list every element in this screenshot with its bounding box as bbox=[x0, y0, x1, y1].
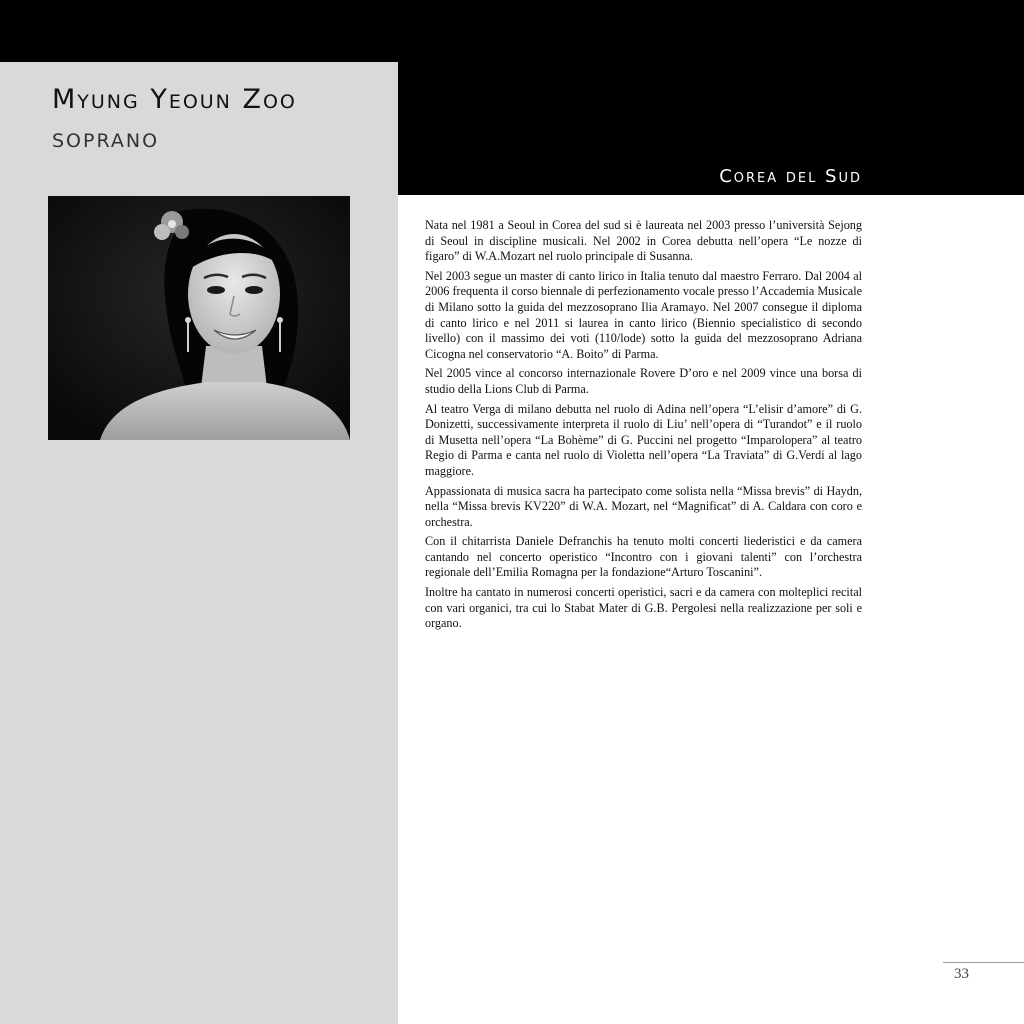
bio-paragraph-2: Nel 2003 segue un master di canto lirico in Italia tenuto dal maestro Ferraro. Dal 2004 al 2006 frequenta il corso biennale di perfezionamento vocale presso l’Accademia Musicale di Milano sotto la guida del mezzosoprano Ilia Aramayo. Nel 2007 consegue il diploma di canto lirico e nel 2011 si laurea in canto lirico (Biennio specialistico di secondo livello) con il massimo dei voti (110/lode) sotto la guida del mezzosoprano Adriana Cicogna nel conservatorio “A. Boito” di Parma. bbox=[425, 268, 862, 361]
artist-role: SOPRANO bbox=[52, 130, 160, 152]
biography bbox=[425, 218, 862, 636]
artist-country: Corea del Sud bbox=[719, 166, 862, 187]
bio-paragraph-5: Appassionata di musica sacra ha partecipato come solista nella “Missa brevis” di Haydn, nella “Missa brevis KV220” di W.A. Mozart, nel “Magnificat” di A. Caldara con coro e orchestra. bbox=[425, 483, 862, 529]
artist-name: Myung Yeoun Zoo bbox=[52, 84, 297, 115]
page-number: 33 bbox=[954, 966, 969, 982]
bio-paragraph-6: Con il chitarrista Daniele Defranchis ha tenuto molti concerti liederistici e da camera cantando nel concerto operistico “Incontro con i giovani talenti” con l’orchestra regionale dell’Emilia Romagna per la fondazione“Arturo Toscanini”. bbox=[425, 534, 862, 580]
portrait-photo bbox=[48, 196, 350, 440]
bio-paragraph-3: Nel 2005 vince al concorso internazionale Rovere D’oro e nel 2009 vince una borsa di studio della Lions Club di Parma. bbox=[425, 366, 862, 396]
artist-portrait bbox=[48, 196, 350, 440]
bio-paragraph-7: Inoltre ha cantato in numerosi concerti operistici, sacri e da camera con molteplici recital con vari organici, tra cui lo Stabat Mater di G.B. Pergolesi nella realizzazione per soli e organo. bbox=[425, 585, 862, 631]
bio-paragraph-1: Nata nel 1981 a Seoul in Corea del sud si è laureata nel 2003 presso l’università Sejong di Seoul in discipline musicali. Nel 2002 in Corea debutta nell’opera “Le nozze di figaro” di W.A.Mozart nel ruolo principale di Susanna. bbox=[425, 218, 862, 264]
page-number-rule bbox=[943, 962, 1024, 963]
bio-paragraph-4: Al teatro Verga di milano debutta nel ruolo di Adina nell’opera “L’elisir d’amore” di G. Donizetti, successivamente interpreta il ruolo di Liu’ nell’opera di “Turandot” e il ruolo di Musetta nell’opera “La Bohème” di G. Puccini nel progetto “Imparolopera” al teatro Regio di Parma e canta nel ruolo di Violetta nell’opera “La Traviata” di G.Verdi al lago maggiore. bbox=[425, 401, 862, 478]
